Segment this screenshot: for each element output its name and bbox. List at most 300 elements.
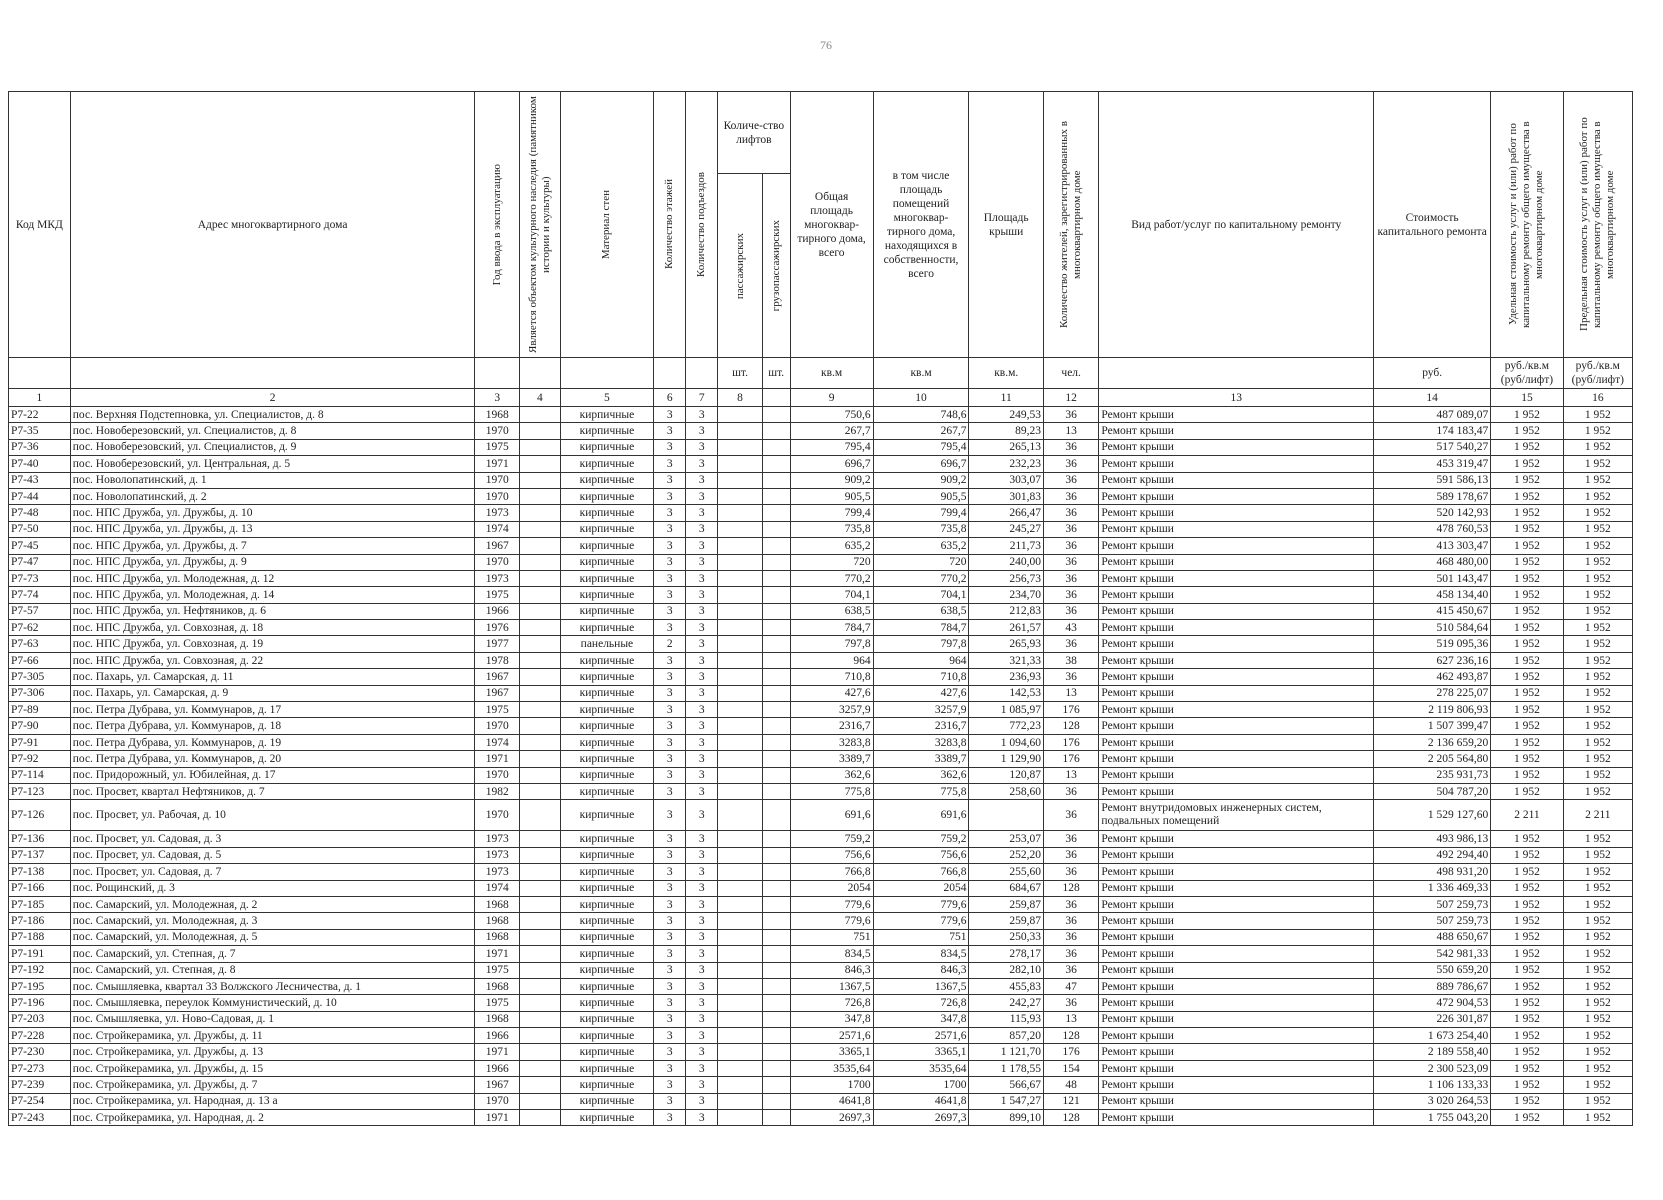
cell-limit-cost: 1 952 bbox=[1563, 751, 1632, 767]
cell-owned-area: 3283,8 bbox=[873, 734, 969, 750]
cell-floors: 3 bbox=[654, 880, 686, 896]
cell-roof-area: 278,17 bbox=[969, 946, 1044, 962]
cell-freight-lifts bbox=[762, 603, 790, 619]
cell-passenger-lifts bbox=[718, 880, 763, 896]
cell-roof-area: 249,53 bbox=[969, 407, 1044, 423]
cell-walls: кирпичные bbox=[560, 407, 654, 423]
cell-work-type: Ремонт крыши bbox=[1099, 751, 1374, 767]
cell-owned-area: 2316,7 bbox=[873, 718, 969, 734]
cell-walls: кирпичные bbox=[560, 702, 654, 718]
cell-unit-cost: 1 952 bbox=[1491, 521, 1563, 537]
cell-residents: 47 bbox=[1043, 978, 1098, 994]
cell-work-type: Ремонт крыши bbox=[1099, 1044, 1374, 1060]
cell-cost: 889 786,67 bbox=[1374, 978, 1491, 994]
cell-entrances: 3 bbox=[686, 995, 718, 1011]
cell-heritage bbox=[520, 685, 560, 701]
cell-work-type: Ремонт крыши bbox=[1099, 456, 1374, 472]
cell-work-type: Ремонт крыши bbox=[1099, 554, 1374, 570]
cell-floors: 3 bbox=[654, 1077, 686, 1093]
cell-year: 1975 bbox=[475, 439, 520, 455]
cell-freight-lifts bbox=[762, 946, 790, 962]
cell-roof-area: 321,33 bbox=[969, 652, 1044, 668]
cell-freight-lifts bbox=[762, 636, 790, 652]
cell-code: Р7-66 bbox=[9, 652, 71, 668]
cell-cost: 589 178,67 bbox=[1374, 488, 1491, 504]
cell-heritage bbox=[520, 864, 560, 880]
cell-cost: 519 095,36 bbox=[1374, 636, 1491, 652]
cell-passenger-lifts bbox=[718, 439, 763, 455]
cell-residents: 38 bbox=[1043, 652, 1098, 668]
cell-year: 1971 bbox=[475, 1110, 520, 1126]
cell-address: пос. НПС Дружба, ул. Дружбы, д. 13 bbox=[70, 521, 475, 537]
table-row bbox=[9, 929, 1633, 945]
cell-entrances: 3 bbox=[686, 423, 718, 439]
cell-address: пос. Самарский, ул. Молодежная, д. 5 bbox=[70, 929, 475, 945]
cell-heritage bbox=[520, 831, 560, 847]
cell-unit-cost: 1 952 bbox=[1491, 913, 1563, 929]
cell-unit-cost: 1 952 bbox=[1491, 702, 1563, 718]
cell-work-type: Ремонт крыши bbox=[1099, 896, 1374, 912]
cell-unit-cost: 1 952 bbox=[1491, 554, 1563, 570]
cell-total-area: 1700 bbox=[790, 1077, 873, 1093]
cell-residents: 128 bbox=[1043, 880, 1098, 896]
unit-cell bbox=[520, 358, 560, 389]
cell-freight-lifts bbox=[762, 1011, 790, 1027]
cell-freight-lifts bbox=[762, 896, 790, 912]
cell-heritage bbox=[520, 1110, 560, 1126]
cell-entrances: 3 bbox=[686, 896, 718, 912]
cell-heritage bbox=[520, 718, 560, 734]
cell-passenger-lifts bbox=[718, 995, 763, 1011]
cell-walls: кирпичные bbox=[560, 538, 654, 554]
header-roof-area: Площадь крыши bbox=[969, 92, 1044, 358]
cell-limit-cost: 2 211 bbox=[1563, 800, 1632, 831]
cell-limit-cost: 1 952 bbox=[1563, 669, 1632, 685]
cell-walls: кирпичные bbox=[560, 880, 654, 896]
table-row bbox=[9, 1110, 1633, 1126]
cell-entrances: 3 bbox=[686, 1077, 718, 1093]
cell-code: Р7-91 bbox=[9, 734, 71, 750]
cell-walls: кирпичные bbox=[560, 1077, 654, 1093]
cell-floors: 3 bbox=[654, 831, 686, 847]
cell-freight-lifts bbox=[762, 913, 790, 929]
column-number: 12 bbox=[1043, 389, 1098, 407]
cell-owned-area: 3365,1 bbox=[873, 1044, 969, 1060]
cell-residents: 176 bbox=[1043, 702, 1098, 718]
cell-code: Р7-186 bbox=[9, 913, 71, 929]
cell-heritage bbox=[520, 488, 560, 504]
cell-year: 1968 bbox=[475, 913, 520, 929]
cell-year: 1975 bbox=[475, 995, 520, 1011]
cell-heritage bbox=[520, 995, 560, 1011]
cell-heritage bbox=[520, 587, 560, 603]
cell-roof-area: 899,10 bbox=[969, 1110, 1044, 1126]
cell-walls: кирпичные bbox=[560, 1110, 654, 1126]
cell-total-area: 784,7 bbox=[790, 620, 873, 636]
header-limit-cost: Предельная стоимость услуг и (или) работ по капитальному ремонту общего имущества в многоквартирном доме bbox=[1563, 92, 1632, 358]
table-row bbox=[9, 978, 1633, 994]
cell-freight-lifts bbox=[762, 423, 790, 439]
cell-freight-lifts bbox=[762, 505, 790, 521]
cell-owned-area: 3389,7 bbox=[873, 751, 969, 767]
cell-code: Р7-89 bbox=[9, 702, 71, 718]
cell-limit-cost: 1 952 bbox=[1563, 962, 1632, 978]
cell-floors: 3 bbox=[654, 800, 686, 831]
cell-passenger-lifts bbox=[718, 636, 763, 652]
cell-cost: 507 259,73 bbox=[1374, 896, 1491, 912]
cell-heritage bbox=[520, 962, 560, 978]
cell-cost: 1 106 133,33 bbox=[1374, 1077, 1491, 1093]
cell-floors: 3 bbox=[654, 1028, 686, 1044]
cell-work-type: Ремонт крыши bbox=[1099, 505, 1374, 521]
cell-walls: кирпичные bbox=[560, 1093, 654, 1109]
cell-residents: 13 bbox=[1043, 1011, 1098, 1027]
table-row bbox=[9, 407, 1633, 423]
cell-heritage bbox=[520, 505, 560, 521]
cell-walls: кирпичные bbox=[560, 978, 654, 994]
cell-code: Р7-92 bbox=[9, 751, 71, 767]
cell-entrances: 3 bbox=[686, 652, 718, 668]
cell-code: Р7-305 bbox=[9, 669, 71, 685]
cell-unit-cost: 1 952 bbox=[1491, 929, 1563, 945]
cell-entrances: 3 bbox=[686, 538, 718, 554]
cell-heritage bbox=[520, 570, 560, 586]
unit-total-area: кв.м bbox=[790, 358, 873, 389]
cell-total-area: 726,8 bbox=[790, 995, 873, 1011]
cell-heritage bbox=[520, 1011, 560, 1027]
cell-cost: 174 183,47 bbox=[1374, 423, 1491, 439]
cell-passenger-lifts bbox=[718, 505, 763, 521]
cell-passenger-lifts bbox=[718, 831, 763, 847]
cell-freight-lifts bbox=[762, 962, 790, 978]
cell-cost: 517 540,27 bbox=[1374, 439, 1491, 455]
cell-cost: 504 787,20 bbox=[1374, 783, 1491, 799]
cell-cost: 1 755 043,20 bbox=[1374, 1110, 1491, 1126]
cell-unit-cost: 1 952 bbox=[1491, 538, 1563, 554]
cell-address: пос. Просвет, квартал Нефтяников, д. 7 bbox=[70, 783, 475, 799]
cell-total-area: 2054 bbox=[790, 880, 873, 896]
cell-roof-area: 242,27 bbox=[969, 995, 1044, 1011]
cell-unit-cost: 1 952 bbox=[1491, 864, 1563, 880]
cell-floors: 3 bbox=[654, 929, 686, 945]
cell-total-area: 696,7 bbox=[790, 456, 873, 472]
cell-total-area: 3365,1 bbox=[790, 1044, 873, 1060]
cell-code: Р7-137 bbox=[9, 847, 71, 863]
cell-address: пос. Самарский, ул. Степная, д. 7 bbox=[70, 946, 475, 962]
cell-entrances: 3 bbox=[686, 587, 718, 603]
cell-limit-cost: 1 952 bbox=[1563, 1011, 1632, 1027]
cell-roof-area: 115,93 bbox=[969, 1011, 1044, 1027]
cell-code: Р7-273 bbox=[9, 1060, 71, 1076]
unit-roof-area: кв.м. bbox=[969, 358, 1044, 389]
cell-work-type: Ремонт крыши bbox=[1099, 472, 1374, 488]
cell-limit-cost: 1 952 bbox=[1563, 831, 1632, 847]
cell-entrances: 3 bbox=[686, 880, 718, 896]
cell-year: 1978 bbox=[475, 652, 520, 668]
cell-cost: 2 136 659,20 bbox=[1374, 734, 1491, 750]
table-row bbox=[9, 505, 1633, 521]
cell-passenger-lifts bbox=[718, 488, 763, 504]
cell-residents: 176 bbox=[1043, 1044, 1098, 1060]
cell-unit-cost: 1 952 bbox=[1491, 456, 1563, 472]
cell-entrances: 3 bbox=[686, 913, 718, 929]
header-heritage: Является объектом культурного наследия (памятником истории и культуры) bbox=[520, 92, 560, 358]
cell-entrances: 3 bbox=[686, 685, 718, 701]
cell-owned-area: 635,2 bbox=[873, 538, 969, 554]
cell-passenger-lifts bbox=[718, 864, 763, 880]
cell-floors: 3 bbox=[654, 456, 686, 472]
table-row bbox=[9, 783, 1633, 799]
cell-owned-area: 362,6 bbox=[873, 767, 969, 783]
cell-total-area: 4641,8 bbox=[790, 1093, 873, 1109]
cell-limit-cost: 1 952 bbox=[1563, 538, 1632, 554]
table-row bbox=[9, 685, 1633, 701]
cell-address: пос. Новолопатинский, д. 1 bbox=[70, 472, 475, 488]
cell-residents: 36 bbox=[1043, 407, 1098, 423]
cell-work-type: Ремонт крыши bbox=[1099, 669, 1374, 685]
cell-roof-area: 258,60 bbox=[969, 783, 1044, 799]
table-row bbox=[9, 896, 1633, 912]
cell-walls: кирпичные bbox=[560, 995, 654, 1011]
cell-floors: 3 bbox=[654, 554, 686, 570]
cell-residents: 36 bbox=[1043, 995, 1098, 1011]
cell-owned-area: 751 bbox=[873, 929, 969, 945]
cell-roof-area: 211,73 bbox=[969, 538, 1044, 554]
cell-heritage bbox=[520, 734, 560, 750]
cell-limit-cost: 1 952 bbox=[1563, 1060, 1632, 1076]
cell-entrances: 3 bbox=[686, 472, 718, 488]
cell-walls: кирпичные bbox=[560, 488, 654, 504]
cell-code: Р7-40 bbox=[9, 456, 71, 472]
cell-unit-cost: 1 952 bbox=[1491, 946, 1563, 962]
cell-residents: 36 bbox=[1043, 946, 1098, 962]
cell-heritage bbox=[520, 978, 560, 994]
cell-address: пос. НПС Дружба, ул. Совхозная, д. 22 bbox=[70, 652, 475, 668]
cell-floors: 3 bbox=[654, 896, 686, 912]
cell-cost: 2 300 523,09 bbox=[1374, 1060, 1491, 1076]
cell-address: пос. НПС Дружба, ул. Молодежная, д. 14 bbox=[70, 587, 475, 603]
cell-residents: 36 bbox=[1043, 554, 1098, 570]
cell-cost: 487 089,07 bbox=[1374, 407, 1491, 423]
cell-unit-cost: 1 952 bbox=[1491, 734, 1563, 750]
cell-limit-cost: 1 952 bbox=[1563, 864, 1632, 880]
cell-owned-area: 905,5 bbox=[873, 488, 969, 504]
cell-year: 1973 bbox=[475, 864, 520, 880]
cell-year: 1974 bbox=[475, 880, 520, 896]
cell-passenger-lifts bbox=[718, 620, 763, 636]
cell-walls: кирпичные bbox=[560, 783, 654, 799]
column-number: 7 bbox=[686, 389, 718, 407]
cell-unit-cost: 1 952 bbox=[1491, 1011, 1563, 1027]
cell-limit-cost: 1 952 bbox=[1563, 570, 1632, 586]
cell-owned-area: 2697,3 bbox=[873, 1110, 969, 1126]
cell-owned-area: 784,7 bbox=[873, 620, 969, 636]
cell-year: 1970 bbox=[475, 767, 520, 783]
table-row bbox=[9, 751, 1633, 767]
cell-passenger-lifts bbox=[718, 751, 763, 767]
cell-owned-area: 779,6 bbox=[873, 896, 969, 912]
cell-cost: 493 986,13 bbox=[1374, 831, 1491, 847]
cell-freight-lifts bbox=[762, 1060, 790, 1076]
cell-code: Р7-243 bbox=[9, 1110, 71, 1126]
cell-walls: кирпичные bbox=[560, 505, 654, 521]
table-row bbox=[9, 1093, 1633, 1109]
cell-cost: 413 303,47 bbox=[1374, 538, 1491, 554]
cell-residents: 36 bbox=[1043, 896, 1098, 912]
cell-floors: 3 bbox=[654, 685, 686, 701]
cell-address: пос. Стройкерамика, ул. Народная, д. 13 а bbox=[70, 1093, 475, 1109]
header-lifts: Количе-ство лифтов bbox=[718, 92, 790, 174]
cell-owned-area: 735,8 bbox=[873, 521, 969, 537]
cell-passenger-lifts bbox=[718, 978, 763, 994]
cell-freight-lifts bbox=[762, 1028, 790, 1044]
cell-passenger-lifts bbox=[718, 896, 763, 912]
cell-freight-lifts bbox=[762, 751, 790, 767]
cell-address: пос. Новолопатинский, д. 2 bbox=[70, 488, 475, 504]
cell-work-type: Ремонт крыши bbox=[1099, 734, 1374, 750]
cell-unit-cost: 1 952 bbox=[1491, 995, 1563, 1011]
cell-year: 1971 bbox=[475, 456, 520, 472]
cell-residents: 121 bbox=[1043, 1093, 1098, 1109]
cell-floors: 3 bbox=[654, 1011, 686, 1027]
cell-freight-lifts bbox=[762, 702, 790, 718]
cell-walls: кирпичные bbox=[560, 472, 654, 488]
cell-work-type: Ремонт крыши bbox=[1099, 1110, 1374, 1126]
cell-address: пос. Стройкерамика, ул. Дружбы, д. 7 bbox=[70, 1077, 475, 1093]
cell-heritage bbox=[520, 946, 560, 962]
cell-heritage bbox=[520, 1060, 560, 1076]
cell-roof-area: 1 178,55 bbox=[969, 1060, 1044, 1076]
cell-floors: 3 bbox=[654, 767, 686, 783]
cell-entrances: 3 bbox=[686, 1060, 718, 1076]
cell-year: 1973 bbox=[475, 570, 520, 586]
cell-passenger-lifts bbox=[718, 767, 763, 783]
cell-year: 1974 bbox=[475, 734, 520, 750]
cell-roof-area: 240,00 bbox=[969, 554, 1044, 570]
cell-work-type: Ремонт крыши bbox=[1099, 685, 1374, 701]
cell-heritage bbox=[520, 751, 560, 767]
cell-year: 1970 bbox=[475, 718, 520, 734]
cell-cost: 488 650,67 bbox=[1374, 929, 1491, 945]
cell-freight-lifts bbox=[762, 767, 790, 783]
cell-total-area: 3283,8 bbox=[790, 734, 873, 750]
table-row bbox=[9, 456, 1633, 472]
cell-residents: 36 bbox=[1043, 456, 1098, 472]
cell-code: Р7-43 bbox=[9, 472, 71, 488]
cell-roof-area: 566,67 bbox=[969, 1077, 1044, 1093]
cell-code: Р7-62 bbox=[9, 620, 71, 636]
cell-heritage bbox=[520, 439, 560, 455]
cell-residents: 128 bbox=[1043, 718, 1098, 734]
cell-residents: 48 bbox=[1043, 1077, 1098, 1093]
cell-year: 1968 bbox=[475, 407, 520, 423]
cell-total-area: 2571,6 bbox=[790, 1028, 873, 1044]
cell-address: пос. Стройкерамика, ул. Народная, д. 2 bbox=[70, 1110, 475, 1126]
cell-owned-area: 696,7 bbox=[873, 456, 969, 472]
cell-entrances: 3 bbox=[686, 962, 718, 978]
cell-passenger-lifts bbox=[718, 669, 763, 685]
cell-walls: кирпичные bbox=[560, 962, 654, 978]
cell-floors: 3 bbox=[654, 702, 686, 718]
unit-cell bbox=[9, 358, 71, 389]
unit-limit-cost: руб./кв.м (руб/лифт) bbox=[1563, 358, 1632, 389]
cell-heritage bbox=[520, 800, 560, 831]
cell-year: 1976 bbox=[475, 620, 520, 636]
cell-floors: 3 bbox=[654, 864, 686, 880]
cell-unit-cost: 1 952 bbox=[1491, 505, 1563, 521]
cell-address: пос. Стройкерамика, ул. Дружбы, д. 11 bbox=[70, 1028, 475, 1044]
cell-passenger-lifts bbox=[718, 929, 763, 945]
cell-freight-lifts bbox=[762, 995, 790, 1011]
cell-code: Р7-192 bbox=[9, 962, 71, 978]
cell-residents: 36 bbox=[1043, 587, 1098, 603]
header-freight-lifts: грузопассажирских bbox=[762, 174, 790, 358]
cell-unit-cost: 1 952 bbox=[1491, 669, 1563, 685]
cell-unit-cost: 1 952 bbox=[1491, 751, 1563, 767]
cell-heritage bbox=[520, 702, 560, 718]
table-row bbox=[9, 620, 1633, 636]
cell-walls: кирпичные bbox=[560, 913, 654, 929]
unit-cell bbox=[560, 358, 654, 389]
unit-owned-area: кв.м bbox=[873, 358, 969, 389]
unit-cell bbox=[1099, 358, 1374, 389]
table-row bbox=[9, 847, 1633, 863]
cell-unit-cost: 1 952 bbox=[1491, 587, 1563, 603]
cell-limit-cost: 1 952 bbox=[1563, 439, 1632, 455]
cell-residents: 176 bbox=[1043, 751, 1098, 767]
cell-unit-cost: 1 952 bbox=[1491, 652, 1563, 668]
cell-total-area: 779,6 bbox=[790, 896, 873, 912]
unit-freight: шт. bbox=[762, 358, 790, 389]
cell-roof-area: 236,93 bbox=[969, 669, 1044, 685]
column-number: 8 bbox=[718, 389, 763, 407]
cell-passenger-lifts bbox=[718, 652, 763, 668]
cell-walls: кирпичные bbox=[560, 847, 654, 863]
cell-work-type: Ремонт крыши bbox=[1099, 570, 1374, 586]
cell-address: пос. Петра Дубрава, ул. Коммунаров, д. 18 bbox=[70, 718, 475, 734]
header-entrances: Количество подъездов bbox=[686, 92, 718, 358]
cell-address: пос. Самарский, ул. Молодежная, д. 2 bbox=[70, 896, 475, 912]
cell-limit-cost: 1 952 bbox=[1563, 783, 1632, 799]
cell-walls: кирпичные bbox=[560, 587, 654, 603]
cell-residents: 13 bbox=[1043, 685, 1098, 701]
cell-unit-cost: 1 952 bbox=[1491, 767, 1563, 783]
cell-limit-cost: 1 952 bbox=[1563, 620, 1632, 636]
cell-passenger-lifts bbox=[718, 587, 763, 603]
cell-year: 1982 bbox=[475, 783, 520, 799]
cell-roof-area bbox=[969, 800, 1044, 831]
cell-roof-area: 684,67 bbox=[969, 880, 1044, 896]
cell-total-area: 3257,9 bbox=[790, 702, 873, 718]
cell-cost: 550 659,20 bbox=[1374, 962, 1491, 978]
header-year: Год ввода в эксплуатацию bbox=[475, 92, 520, 358]
cell-cost: 1 507 399,47 bbox=[1374, 718, 1491, 734]
cell-work-type: Ремонт крыши bbox=[1099, 603, 1374, 619]
cell-code: Р7-203 bbox=[9, 1011, 71, 1027]
cell-entrances: 3 bbox=[686, 1028, 718, 1044]
cell-year: 1968 bbox=[475, 978, 520, 994]
cell-address: пос. НПС Дружба, ул. Дружбы, д. 10 bbox=[70, 505, 475, 521]
cell-cost: 462 493,87 bbox=[1374, 669, 1491, 685]
cell-entrances: 3 bbox=[686, 734, 718, 750]
cell-residents: 36 bbox=[1043, 847, 1098, 863]
column-number: 15 bbox=[1491, 389, 1563, 407]
cell-passenger-lifts bbox=[718, 423, 763, 439]
cell-cost: 226 301,87 bbox=[1374, 1011, 1491, 1027]
cell-unit-cost: 1 952 bbox=[1491, 488, 1563, 504]
cell-year: 1967 bbox=[475, 685, 520, 701]
cell-residents: 36 bbox=[1043, 864, 1098, 880]
